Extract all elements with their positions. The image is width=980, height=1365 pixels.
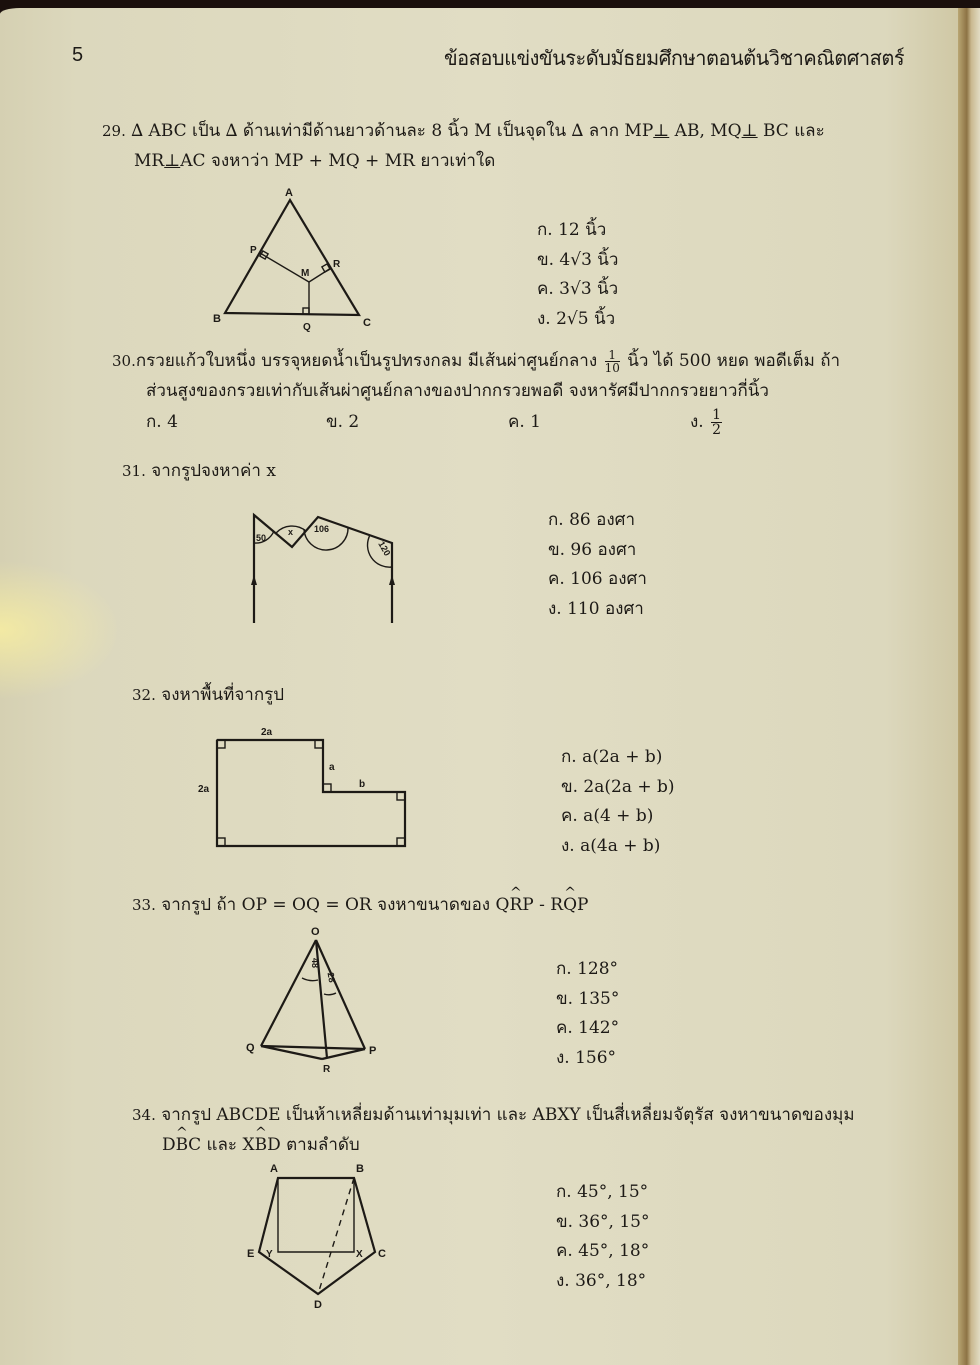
option-b[interactable]: ข. 135° (556, 988, 620, 1009)
question-30-line1: 30.กรวยแก้วใบหนึ่ง บรรจุหยดน้ำเป็นรูปทรงกลม มีเส้นผ่าศูนย์กลาง $\frac{1}{10}$ นิ้ว ได้ 500 หยด พอดีเต็ม ถ้า (112, 348, 841, 375)
angle-XBD: X^ BD (242, 1135, 280, 1155)
svg-text:120: 120 (376, 539, 393, 558)
page-edge (958, 8, 980, 1365)
option-d[interactable]: ง. a(4a + b) (561, 835, 661, 856)
figure-pentagon-square (240, 1160, 400, 1315)
option-b[interactable]: ข. 36°, 15° (556, 1211, 650, 1232)
question-34-options (556, 1178, 650, 1296)
svg-text:R: R (333, 259, 341, 270)
figure-angle-x (240, 505, 410, 630)
figure-triangle-opqr (240, 920, 400, 1075)
svg-text:Y: Y (266, 1249, 273, 1260)
question-34-line2: D^ BC และ X^ BD ตามลำดับ (132, 1130, 912, 1160)
question-29 (102, 116, 902, 176)
light-glare (0, 560, 120, 700)
option-d[interactable]: ง. 110 องศา (548, 598, 644, 619)
svg-text:28: 28 (325, 971, 338, 984)
svg-text:50: 50 (256, 533, 267, 543)
svg-text:A: A (285, 187, 293, 199)
svg-text:R: R (323, 1064, 331, 1075)
option-a[interactable]: ก. 128° (556, 959, 619, 979)
page-header-title: ข้อสอบแข่งขันระดับมัธยมศึกษาตอนต้นวิชาคณิตศาสตร์ (444, 48, 905, 70)
svg-text:48: 48 (310, 958, 320, 969)
question-32-options (561, 743, 675, 861)
figure-l-shape (195, 722, 415, 852)
option-c[interactable]: ค. 106 องศา (548, 569, 647, 589)
option-d[interactable]: ง. $\frac{1}{2}$ (690, 407, 722, 438)
question-34-line1: 34. จากรูป ABCDE เป็นห้าเหลี่ยมด้านเท่ามุมเท่า และ ABXY เป็นสี่เหลี่ยมจัตุรัส จงหาขนาดของมุม (132, 1105, 855, 1125)
fraction-one-tenth: $\frac{1}{10}$ (604, 348, 620, 375)
option-c[interactable]: ค. 142° (556, 1018, 620, 1038)
svg-text:Q: Q (303, 322, 311, 333)
svg-text:B: B (356, 1163, 364, 1175)
svg-text:O: O (311, 926, 320, 938)
svg-text:106: 106 (314, 524, 330, 534)
svg-text:2a: 2a (261, 727, 273, 738)
svg-text:B: B (213, 313, 221, 325)
question-31-options (548, 506, 647, 624)
option-a[interactable]: ก. a(2a + b) (561, 747, 663, 767)
angle-DBC: D^ BC (162, 1135, 201, 1155)
option-b[interactable]: ข. 4√3 นิ้ว (537, 249, 619, 270)
option-c[interactable]: ค. a(4 + b) (561, 806, 654, 826)
option-c[interactable]: ค. 1 (508, 412, 541, 432)
option-c[interactable]: ค. 45°, 18° (556, 1241, 650, 1261)
option-d[interactable]: ง. 2√5 นิ้ว (537, 308, 616, 329)
svg-text:P: P (250, 245, 257, 256)
question-33: 33. จากรูป ถ้า OP = OQ = OR จงหาขนาดของ Q^ RP - R^ QP (132, 890, 588, 920)
figure-equilateral-triangle (205, 185, 385, 335)
svg-text:E: E (247, 1248, 255, 1260)
option-a[interactable]: ก. 4 (146, 412, 178, 432)
svg-text:x: x (288, 527, 294, 537)
svg-text:a: a (329, 762, 335, 773)
svg-text:b: b (359, 779, 366, 790)
option-b[interactable]: ข. 2 (326, 412, 360, 432)
svg-text:C: C (363, 317, 371, 329)
option-a[interactable]: ก. 45°, 15° (556, 1182, 649, 1202)
question-31: 31. จากรูปจงหาค่า x (122, 461, 276, 481)
question-29-line1: 29. ∆ ABC เป็น ∆ ด้านเท่ามีด้านยาวด้านละ 8 นิ้ว M เป็นจุดใน ∆ ลาก MP⊥ AB, MQ⊥ BC และ (102, 121, 825, 141)
question-33-options (556, 955, 619, 1073)
question-30 (112, 346, 902, 406)
question-29-line2: MR⊥AC จงหาว่า MP + MQ + MR ยาวเท่าใด (134, 151, 496, 171)
page-number: 5 (72, 44, 84, 66)
svg-text:C: C (378, 1248, 386, 1260)
option-a[interactable]: ก. 12 นิ้ว (537, 220, 607, 240)
option-b[interactable]: ข. 2a(2a + b) (561, 776, 675, 797)
svg-text:Q: Q (246, 1042, 255, 1054)
question-29-options (537, 216, 618, 334)
svg-text:A: A (270, 1163, 278, 1175)
option-d[interactable]: ง. 36°, 18° (556, 1270, 647, 1291)
question-34 (132, 1100, 912, 1160)
svg-text:2a: 2a (198, 784, 210, 795)
angle-RQP: R^ QP (550, 895, 588, 915)
fraction-one-half: $\frac{1}{2}$ (712, 407, 722, 438)
question-30-line2: ส่วนสูงของกรวยเท่ากับเส้นผ่าศูนย์กลางของปากกรวยพอดี จงหารัศมีปากกรวยยาวกี่นิ้ว (146, 381, 769, 401)
question-32: 32. จงหาพื้นที่จากรูป (132, 685, 285, 705)
option-a[interactable]: ก. 86 องศา (548, 510, 635, 530)
option-c[interactable]: ค. 3√3 นิ้ว (537, 279, 619, 299)
svg-text:P: P (369, 1045, 377, 1057)
svg-text:D: D (314, 1299, 322, 1311)
svg-text:M: M (301, 268, 310, 279)
svg-text:X: X (356, 1249, 363, 1260)
angle-QRP: Q^ RP (496, 895, 534, 915)
option-b[interactable]: ข. 96 องศา (548, 539, 637, 560)
option-d[interactable]: ง. 156° (556, 1047, 617, 1068)
